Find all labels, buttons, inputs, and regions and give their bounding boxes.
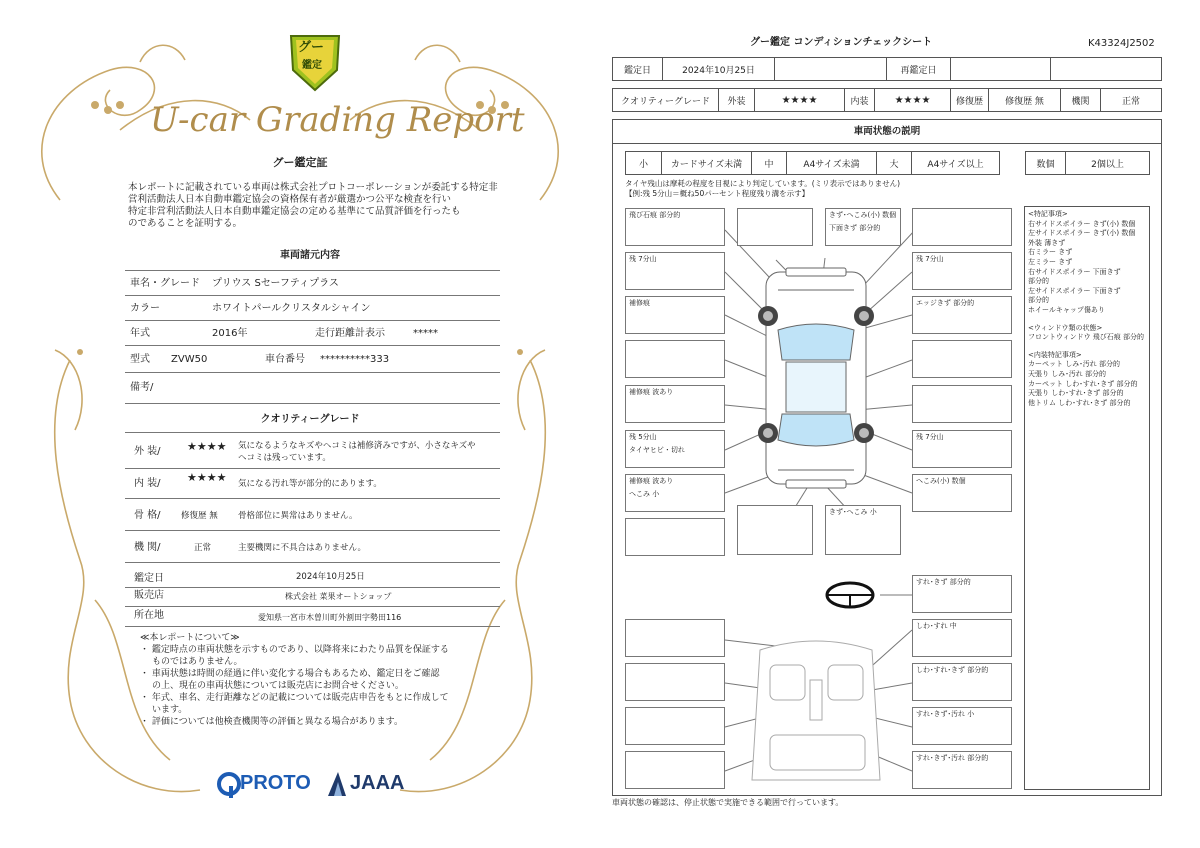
ext-condition-box (625, 518, 725, 556)
dealer-value: 株式会社 菜果オートショップ (285, 592, 392, 601)
model-label: 型式 (130, 354, 150, 365)
size-medium-key: 中 (752, 152, 787, 174)
ext-condition-box (912, 340, 1012, 378)
reinspect-label: 再鑑定日 (887, 58, 951, 80)
ext-condition-box (625, 474, 725, 512)
name-label: 車名・グレード (130, 278, 200, 289)
engine-label: 機関 (1061, 89, 1101, 111)
quality-heading: クオリティーグレード (260, 414, 360, 425)
interior-stars: ★★★★ (187, 471, 227, 484)
badge-top-text: グー (298, 40, 325, 55)
special-note-line: 左ミラー きず (1028, 257, 1073, 266)
count-value: 2個以上 (1091, 159, 1124, 170)
frame-value: 修復歴 無 (181, 511, 218, 521)
size-large-value: A4サイズ以上 (927, 159, 984, 170)
certificate-title: グー鑑定証 (272, 156, 328, 169)
about-section (140, 632, 449, 728)
special-note-line: 右サイドスポイラー きず(小) 数個 (1028, 219, 1136, 228)
count-label: 数個 (1026, 152, 1066, 174)
ext-condition-box (825, 208, 901, 246)
model-value: ZVW50 (171, 354, 208, 365)
about-line: ・ 評価については他検査機関等の評価と異なる場合があります。 (140, 717, 403, 727)
condition-box-text: 残 7分山 (629, 255, 657, 263)
exterior-desc-line: 気になるようなキズやヘコミは補修済みですが、小さなキズや (238, 441, 476, 451)
engine-label: 機 関/ (134, 542, 161, 553)
count-legend (1025, 151, 1150, 175)
condition-box-text: すれ･きず･汚れ 部分的 (916, 754, 989, 762)
interior-notes-heading: <内装特記事項> (1028, 350, 1082, 359)
interior-note-line: 天張り しみ･汚れ 部分的 (1028, 369, 1106, 378)
address-label: 所在地 (134, 610, 164, 621)
interior-desc: 気になる汚れ等が部分的にあります。 (238, 479, 382, 489)
size-medium-value: A4サイズ未満 (787, 152, 877, 174)
name-value: プリウス Sセーフティプラス (212, 278, 339, 289)
about-line: ・ 年式、車名、走行距離などの記載については販売店申告をもとに作成して (140, 693, 449, 703)
int-condition-box (912, 707, 1012, 745)
ext-condition-box (912, 208, 1012, 246)
badge-bottom-text: 鑑定 (302, 60, 322, 71)
about-line: ものではありません。 (152, 657, 243, 667)
condition-box-text: すれ･きず 部分的 (916, 578, 971, 586)
sheet-footer: 車両状態の確認は、停止状態で実施できる範囲で行っています。 (612, 798, 844, 807)
section-title: 車両状態の説明 (853, 126, 921, 137)
frame-label: 骨 格/ (134, 510, 161, 521)
condition-box-text: きず･へこみ(小) 数個 (829, 211, 897, 219)
condition-box-text: きず･へこみ 小 (829, 508, 877, 516)
ext-condition-box (825, 505, 901, 555)
proto-logo-text: PROTO (240, 772, 311, 794)
interior-note-line: 天張り しわ･すれ･きず 部分的 (1028, 389, 1124, 398)
int-condition-box (625, 663, 725, 701)
ext-condition-box (625, 430, 725, 468)
ext-condition-box (912, 474, 1012, 512)
dealer-label: 販売店 (134, 590, 164, 601)
int-condition-box (625, 751, 725, 789)
condition-box-text: へこみ(小) 数個 (916, 477, 966, 485)
special-note-line: 右サイドスポイラー 下面きず (1028, 267, 1121, 276)
ext-value: ★★★★ (755, 89, 845, 111)
special-note-line: 左サイドスポイラー 下面きず (1028, 286, 1121, 295)
condition-box-text: 補修痕 (629, 299, 650, 307)
year-value: 2016年 (212, 328, 248, 339)
engine-value: 正常 (194, 543, 212, 553)
intro-line: のであることを証明する。 (128, 218, 243, 229)
reinspect-value (951, 58, 1051, 80)
interior-note-line: カーペット しみ･汚れ 部分的 (1028, 360, 1120, 369)
date-blank (775, 58, 887, 80)
date-label: 鑑定日 (134, 573, 164, 584)
sheet-title: グー鑑定 コンディションチェックシート (750, 37, 933, 48)
interior-note-line: 他トリム しわ･すれ･きず 部分的 (1028, 398, 1131, 407)
repair-value: 修復歴 無 (989, 89, 1061, 111)
about-line: ・ 車両状態は時間の経過に伴い変化する場合もあるため、鑑定日をご確認 (140, 669, 440, 679)
special-notes-panel (1024, 206, 1150, 790)
year-label: 年式 (130, 328, 150, 339)
ext-condition-box (912, 385, 1012, 423)
condition-box-text: エッジきず 部分的 (916, 299, 975, 307)
ext-label: 外装 (719, 89, 755, 111)
special-note-line: 外装 薄きず (1028, 238, 1066, 247)
engine-desc: 主要機関に不具合はありません。 (238, 543, 367, 553)
date-label: 鑑定日 (613, 58, 663, 80)
ext-condition-box (625, 208, 725, 246)
date-row (612, 57, 1162, 81)
script-title: U-car Grading Report (150, 100, 525, 140)
engine-value: 正常 (1121, 96, 1140, 107)
ext-condition-box (737, 208, 813, 246)
intro-line: 本レポートに記載されている車両は株式会社プロトコーポレーションが委託する特定非 (128, 182, 498, 193)
chassis-label: 車台番号 (265, 354, 305, 365)
special-note-line: 左サイドスポイラー きず(小) 数個 (1028, 229, 1136, 238)
condition-box-text: 飛び石痕 部分的 (629, 211, 681, 219)
condition-box-text: 残 5分山 (629, 433, 657, 441)
date-value: 2024年10月25日 (663, 58, 775, 80)
ext-condition-box (625, 296, 725, 334)
sheet-code: K43324J2502 (1088, 38, 1155, 49)
condition-box-text: 下面きず 部分的 (829, 224, 881, 233)
ext-condition-box (912, 296, 1012, 334)
size-small-key: 小 (626, 152, 662, 174)
interior-label: 内 装/ (134, 478, 161, 489)
grade-label: クオリティーグレード (613, 89, 719, 111)
int-condition-box (625, 707, 725, 745)
special-note-line: 部分的 (1028, 277, 1049, 286)
chassis-value: **********333 (320, 354, 390, 365)
int-label: 内装 (845, 89, 875, 111)
exterior-label: 外 装/ (134, 446, 161, 457)
condition-box-text: 残 7分山 (916, 255, 944, 263)
intro-text (128, 182, 498, 230)
ext-condition-box (912, 252, 1012, 290)
repair-label: 修復歴 (951, 89, 989, 111)
int-condition-box (625, 619, 725, 657)
spec-heading: 車両諸元内容 (280, 250, 340, 261)
condition-check-sheet (600, 0, 1200, 848)
mileage-value: ***** (413, 328, 438, 339)
condition-box-text: へこみ 小 (629, 490, 660, 499)
condition-box-text: しわ･すれ 中 (916, 622, 957, 630)
ext-condition-box (625, 340, 725, 378)
address-value: 愛知県一宮市木曽川町外割田字勢田116 (258, 613, 402, 622)
intro-line: 営利活動法人日本自動車鑑定協会の資格保有者が厳選かつ公平な検査を行い (128, 194, 452, 205)
int-condition-box (912, 663, 1012, 701)
proto-logo-icon (216, 772, 242, 798)
condition-box-text: タイヤヒビ・切れ (629, 446, 685, 455)
mileage-label: 走行距離計表示 (315, 328, 385, 339)
special-notes-heading: <特記事項> (1028, 210, 1068, 218)
int-condition-box (912, 619, 1012, 657)
ext-condition-box (737, 505, 813, 555)
about-line: の上、現在の車両状態については販売店にお問合せください。 (152, 681, 404, 691)
window-note-line: フロントウィンドウ 飛び石痕 部分的 (1028, 333, 1145, 342)
condition-box-text: 補修痕 波あり (629, 477, 674, 485)
condition-box-text: 残 7分山 (916, 433, 944, 441)
size-small-value: カードサイズ未満 (662, 152, 752, 174)
condition-box-text: 補修痕 波あり (629, 388, 674, 396)
interior-note-line: カーペット しわ･すれ･きず 部分的 (1028, 379, 1138, 388)
int-condition-box (912, 751, 1012, 789)
notes-label: 備考/ (130, 382, 154, 393)
size-large-key: 大 (877, 152, 912, 174)
ext-condition-box (625, 252, 725, 290)
exterior-desc (238, 440, 476, 464)
tire-note-2: 【例:残 5分山＝概ね50パーセント程度残り溝を示す】 (625, 189, 810, 198)
grade-row (612, 88, 1162, 112)
tire-note-1: タイヤ残山は摩耗の程度を目視により判定しています。(ミリ表示ではありません) (625, 179, 901, 188)
jaaa-logo-icon (326, 770, 348, 798)
about-line: ・ 鑑定時点の車両状態を示すものであり、以降将来にわたり品質を保証する (140, 645, 449, 655)
size-legend (625, 151, 1000, 175)
condition-box-text: しわ･すれ･きず 部分的 (916, 666, 989, 674)
window-notes-heading: <ウィンドウ類の状態> (1028, 323, 1103, 332)
about-line: います。 (152, 705, 188, 715)
color-label: カラー (130, 303, 160, 314)
jaaa-logo-text: JAAA (350, 772, 405, 794)
special-note-line: 部分的 (1028, 296, 1049, 305)
color-value: ホワイトパールクリスタルシャイン (212, 303, 371, 314)
intro-line: 特定非営利活動法人日本自動車鑑定協会の定める基準にて品質評価を行ったも (128, 206, 461, 217)
exterior-stars: ★★★★ (187, 440, 227, 453)
exterior-desc-line: ヘコミは残っています。 (238, 453, 331, 463)
ext-condition-box (625, 385, 725, 423)
frame-desc: 骨格部位に異常はありません。 (238, 511, 358, 521)
special-note-line: ホイールキャップ傷あり (1028, 305, 1105, 314)
int-condition-box (912, 575, 1012, 613)
special-note-line: 右ミラー きず (1028, 248, 1073, 257)
ext-condition-box (912, 430, 1012, 468)
date-value: 2024年10月25日 (296, 572, 365, 582)
int-value: ★★★★ (875, 89, 951, 111)
about-heading: ≪本レポートについて≫ (140, 633, 240, 643)
condition-box-text: すれ･きず･汚れ 小 (916, 710, 975, 718)
